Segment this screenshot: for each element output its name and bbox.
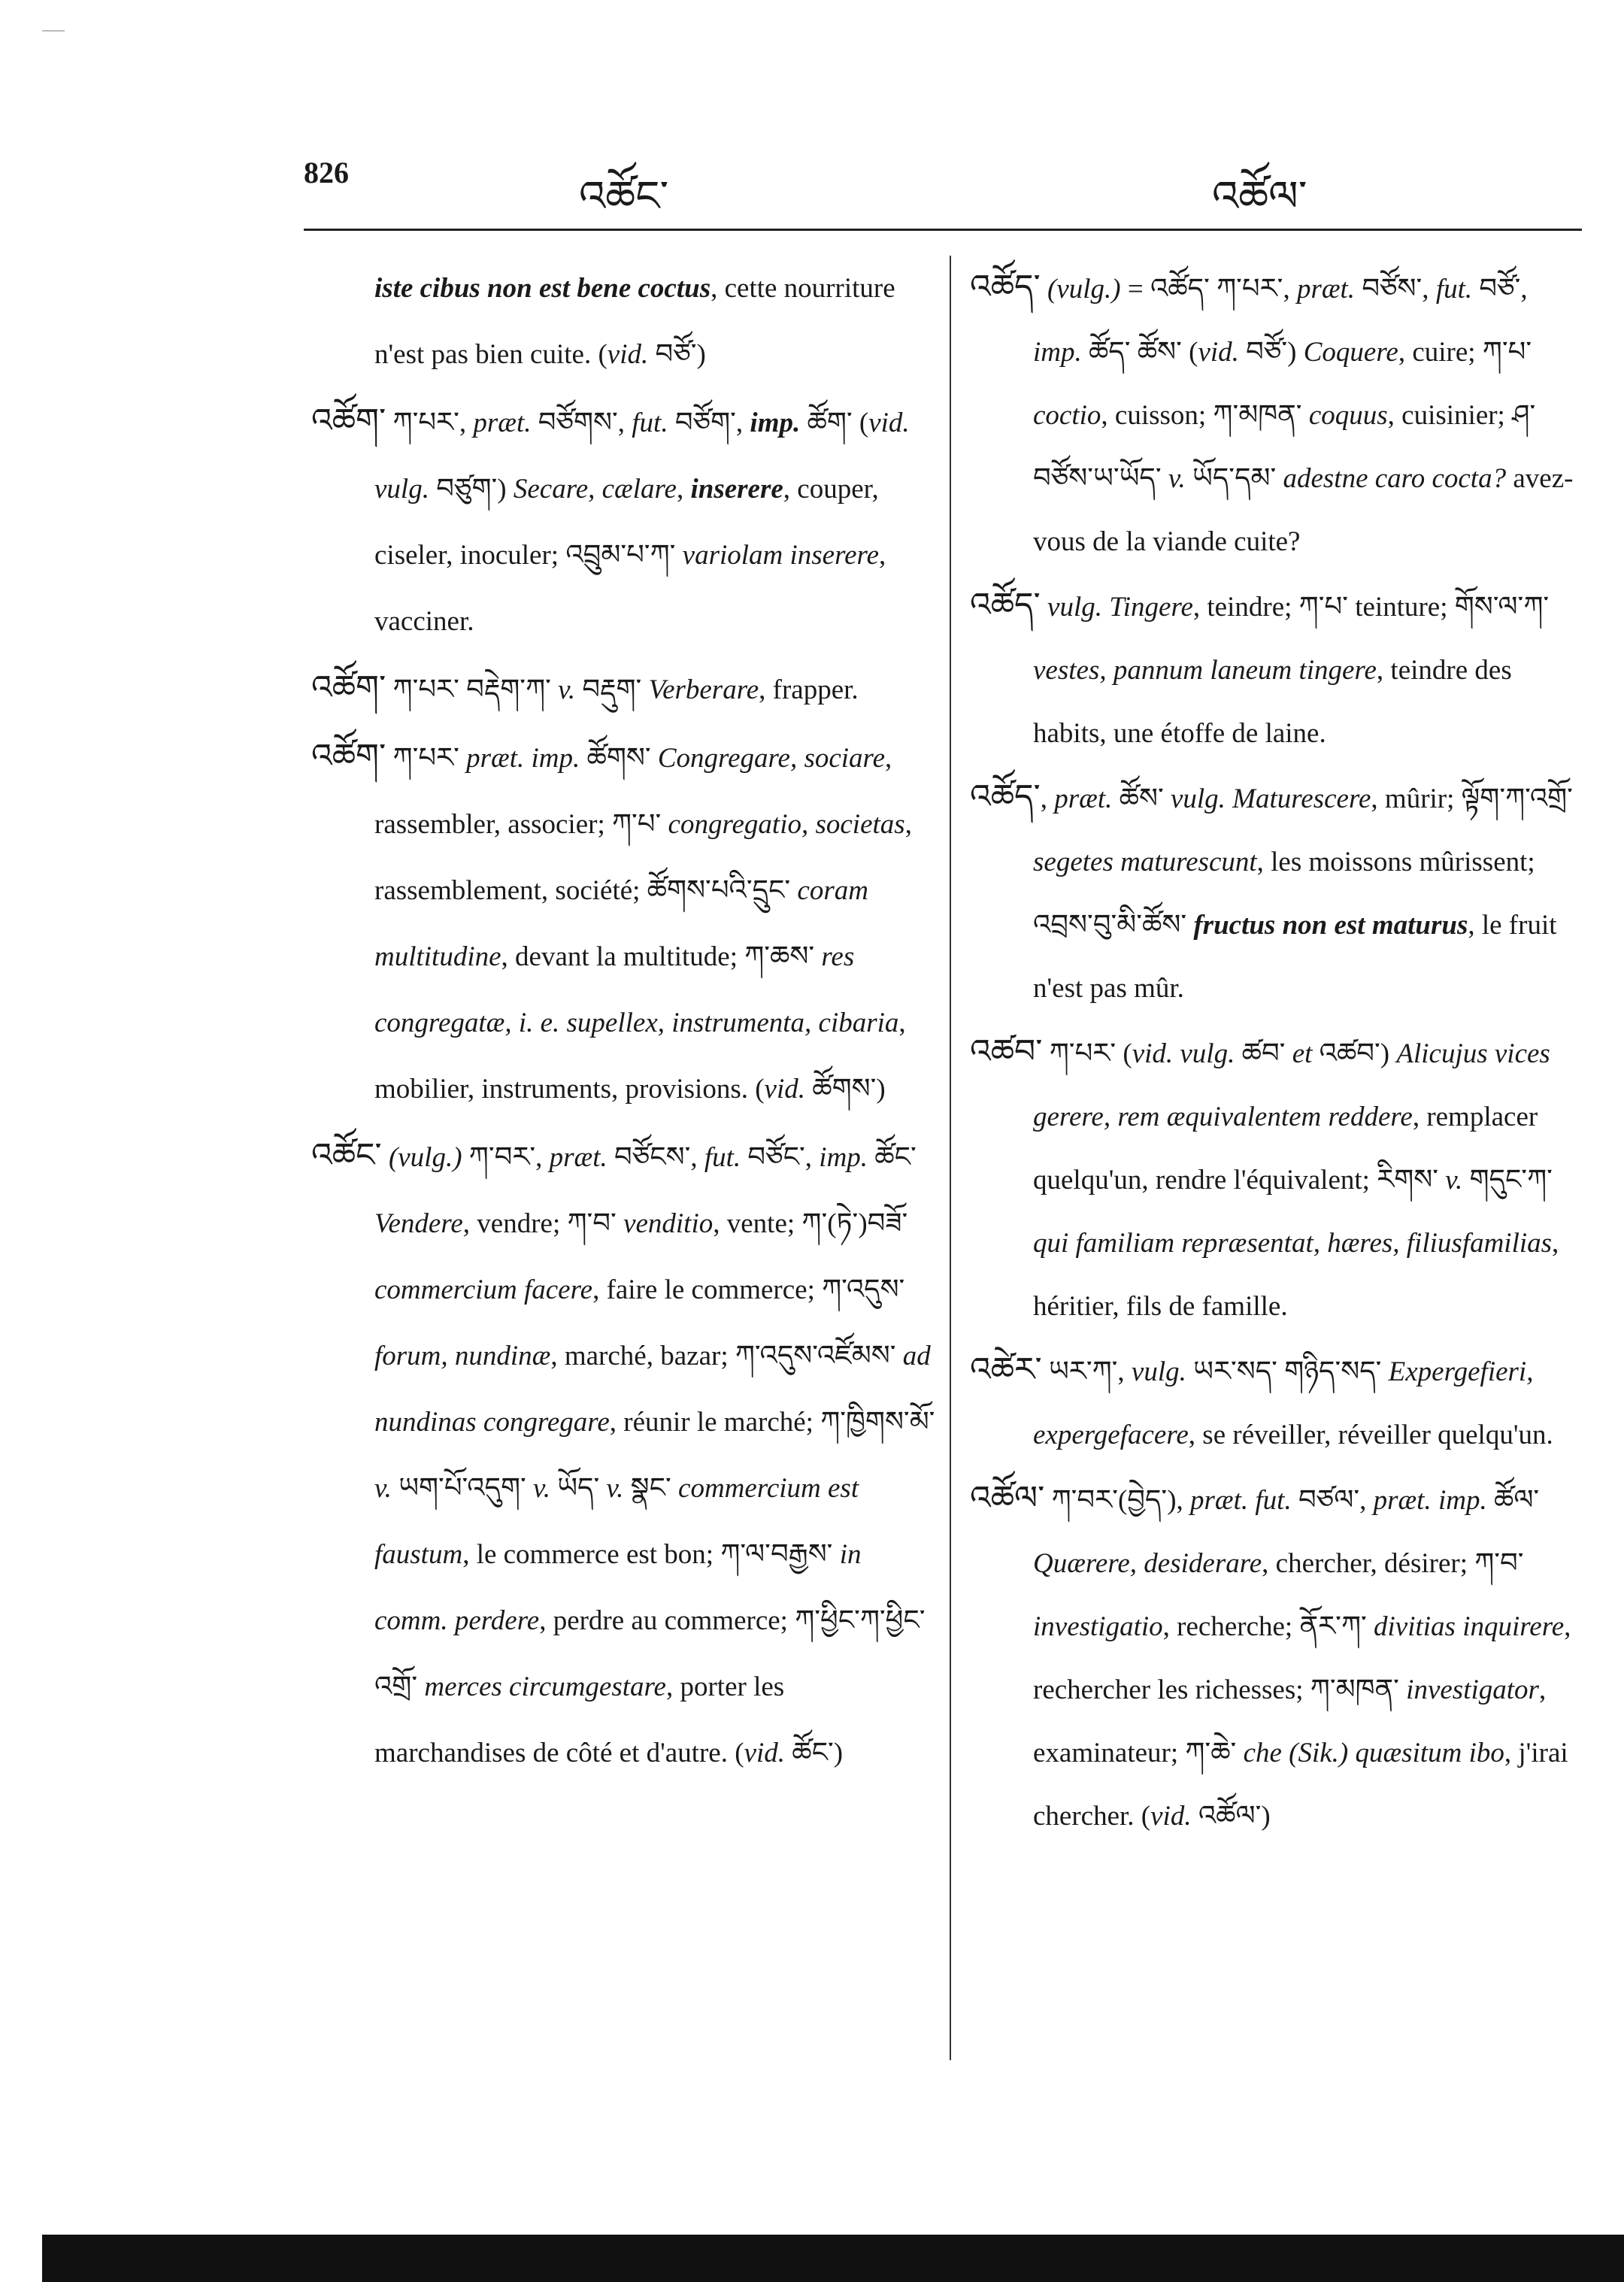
dictionary-entry: འཚོད་, præt. ཚོས་ vulg. Maturescere, mûrir; ལྟོག་ཀ་འགྲོ་ segetes maturescunt, les moissons mûrissent; འབྲས་བུ་མི་ཚོས་ fructus non est maturus, le fruit n'est pas mûr. xyxy=(970,778,1573,1004)
column-divider xyxy=(950,256,951,2060)
page-number: 826 xyxy=(304,156,349,189)
dictionary-entry: iste cibus non est bene coctus, cette nourriture n'est pas bien cuite. (vid. བཙོ་) xyxy=(374,273,895,370)
scan-footer-bar xyxy=(42,2235,1624,2282)
dictionary-entry: འཚོད་ (vulg.) = འཚོད་ ཀ་པར་, præt. བཙོས་, fut. བཙོ་, imp. ཚོད་ ཚོས་ (vid. བཙོ་) Coquere, cuire; ཀ་པ་ coctio, cuisson; ཀ་མཁན་ coquus, cuisinier; ཤ་བཙོས་ཡ་ཡོད་ v. ཡོད་དམ་ adestne caro cocta? avez-vous de la viande cuite? xyxy=(970,268,1574,557)
right-column xyxy=(970,256,1579,1848)
dictionary-entry: འཚེར་ ཡར་ཀ་, vulg. ཡར་སད་ གཉིད་སད་ Expergefieri, expergefacere, se réveiller, réveiller quelqu'un. xyxy=(970,1351,1553,1450)
guide-word-right: འཚོལ་ xyxy=(1212,174,1307,220)
dictionary-entry: འཚོག་ ཀ་པར་ བརྡེག་ཀ་ v. བརྡུག་ Verberare, frapper. xyxy=(311,669,859,706)
guide-word-left: འཚོང་ xyxy=(579,174,669,220)
left-column xyxy=(311,256,935,1787)
scan-corner-mark xyxy=(42,30,65,32)
dictionary-entry: འཚོང་ (vulg.) ཀ་བར་, præt. བཙོངས་, fut. བཙོང་, imp. ཚོང་ Vendere, vendre; ཀ་བ་ venditio, vente; ཀ་(ཏེ་)བཟོ་ commercium facere, faire le commerce; ཀ་འདུས་ forum, nundinæ, marché, bazar; ཀ་འདུས་འཛོམས་ ad nundinas congregare, réunir le marché; ཀ་ཁྱིགས་མོ་ v. ཡག་པོ་འདུག་ v. ཡོད་ v. སྣང་ commercium est faustum, le commerce est bon; ཀ་ལ་བརྒྱས་ in comm. perdere, perdre au commerce; ཀ་ཕྱིང་ཀ་ཕྱིང་འགྲོ་ merces circumgestare, porter les marchandises de côté et d'autre. (vid. ཚོང་) xyxy=(311,1137,935,1768)
dictionary-entry: འཚོག་ ཀ་པར་, præt. བཙོགས་, fut. བཙོག་, imp. ཚོག་ (vid. vulg. བཙུག་) Secare, cælare, inserere, couper, ciseler, inoculer; འབྲུམ་པ་ཀ་ variolam inserere, vacciner. xyxy=(311,402,910,637)
dictionary-entry: འཚོག་ ཀ་པར་ præt. imp. ཚོགས་ Congregare, sociare, rassembler, associer; ཀ་པ་ congregatio, societas, rassemblement, société; ཚོགས་པའི་དྲུང་ coram multitudine, devant la multitude; ཀ་ཆས་ res congregatæ, i. e. supellex, instrumenta, cibaria, mobilier, instruments, provisions. (vid. ཚོགས་) xyxy=(311,738,912,1105)
dictionary-entry: འཚོལ་ ཀ་བར་(བྱེད་), præt. fut. བཙལ་, præt. imp. ཚོལ་ Quærere, desiderare, chercher, désirer; ཀ་བ་ investigatio, recherche; ནོར་ཀ་ divitias inquirere, rechercher les richesses; ཀ་མཁན་ investigator, examinateur; ཀ་ཆེ་ che (Sik.) quæsitum ibo, j'irai chercher. (vid. འཚོལ་) xyxy=(970,1480,1571,1832)
dictionary-entry: འཚོད་ vulg. Tingere, teindre; ཀ་པ་ teinture; གོས་ལ་ཀ་ vestes, pannum laneum tingere, teindre des habits, une étoffe de laine. xyxy=(970,586,1550,749)
dictionary-entry: འཚབ་ ཀ་པར་ (vid. vulg. ཚབ་ et འཚབ་) Alicujus vices gerere, rem æquivalentem reddere, remplacer quelqu'un, rendre l'équivalent; རིགས་ v. གདུང་ཀ་ qui familiam repræsentat, hæres, filiusfamilias, héritier, fils de famille. xyxy=(970,1033,1559,1322)
header-rule xyxy=(304,229,1582,231)
